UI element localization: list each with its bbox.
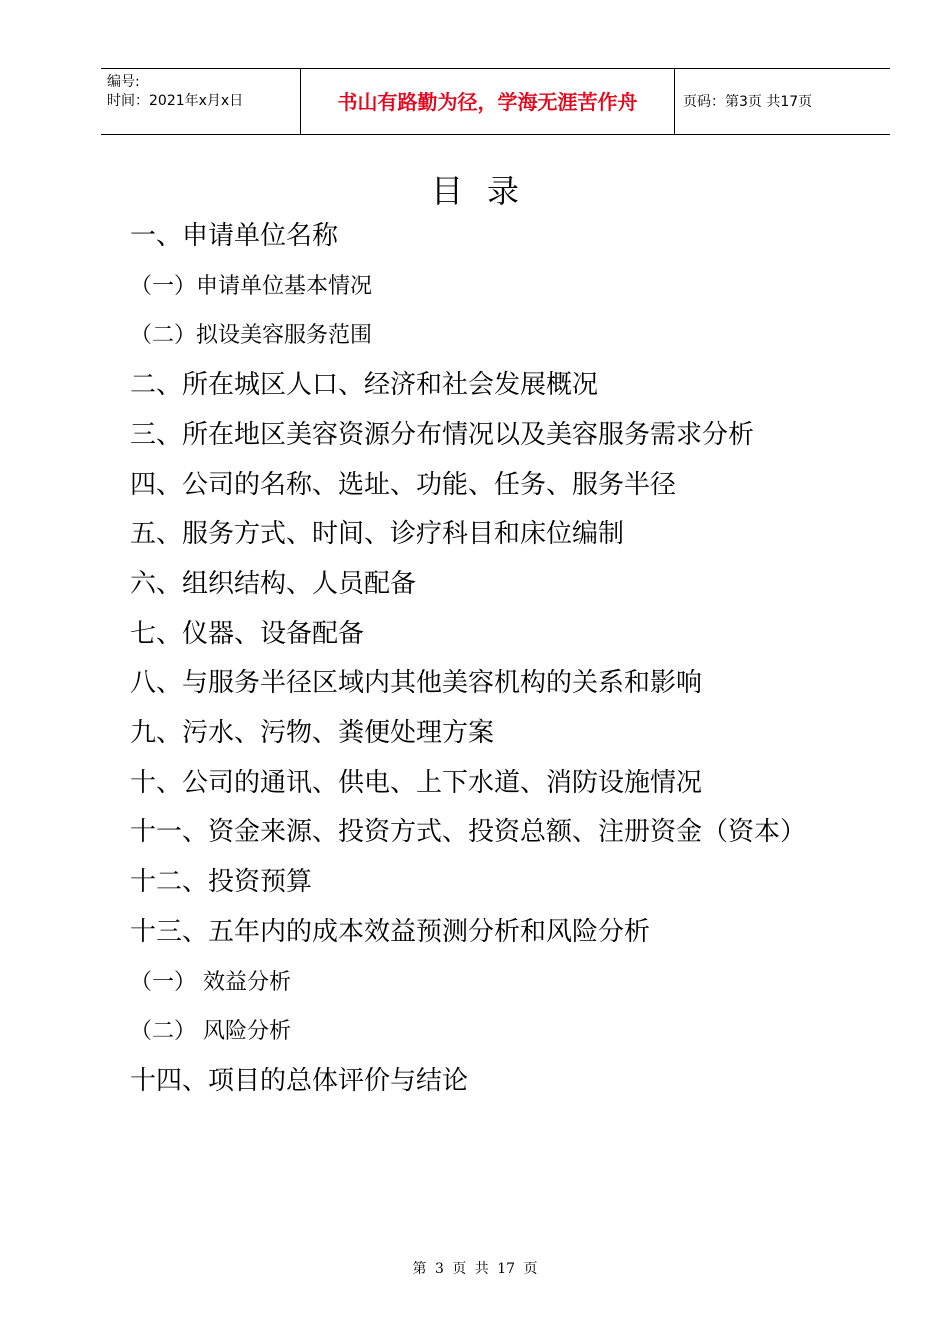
page-title: 目录 [430, 172, 543, 210]
toc-item: 一、申请单位名称 [130, 221, 339, 251]
toc-item: 八、与服务半径区域内其他美容机构的关系和影响 [130, 668, 703, 699]
header-meta [101, 69, 301, 134]
toc-item: 九、污水、污物、粪便处理方案 [130, 718, 495, 749]
toc-item: （二）拟设美容服务范围 [130, 323, 373, 349]
table-of-contents [130, 212, 870, 1107]
header-date: 时间：2021年x月x日 [107, 93, 244, 109]
toc-item: 十三、五年内的成本效益预测分析和风险分析 [130, 916, 651, 947]
toc-item: 七、仪器、设备配备 [130, 618, 365, 649]
toc-item: 二、所在城区人口、经济和社会发展概况 [130, 370, 599, 401]
header-serial-label: 编号: [107, 74, 140, 90]
toc-item: 十四、项目的总体评价与结论 [130, 1065, 469, 1096]
toc-item: 三、所在地区美容资源分布情况以及美容服务需求分析 [130, 419, 755, 450]
toc-item: （一）申请单位基本情况 [130, 273, 373, 299]
toc-item: （一） 效益分析 [130, 969, 291, 995]
toc-item: 十、公司的通讯、供电、上下水道、消防设施情况 [130, 767, 703, 798]
toc-item: 六、组织结构、人员配备 [130, 568, 417, 599]
page-header [101, 68, 890, 135]
header-page-info: 页码：第3页 共17页 [683, 93, 813, 110]
header-motto: 书山有路勤为径，学海无涯苦作舟 [301, 69, 675, 134]
page-footer: 第 3 页 共 17 页 [412, 1261, 538, 1277]
toc-item: 四、公司的名称、选址、功能、任务、服务半径 [130, 469, 677, 500]
toc-item: 五、服务方式、时间、诊疗科目和床位编制 [130, 519, 625, 550]
toc-item: （二） 风险分析 [130, 1019, 291, 1045]
toc-item: 十一、资金来源、投资方式、投资总额、注册资金（资本） [130, 817, 807, 848]
toc-item: 十二、投资预算 [130, 867, 313, 898]
